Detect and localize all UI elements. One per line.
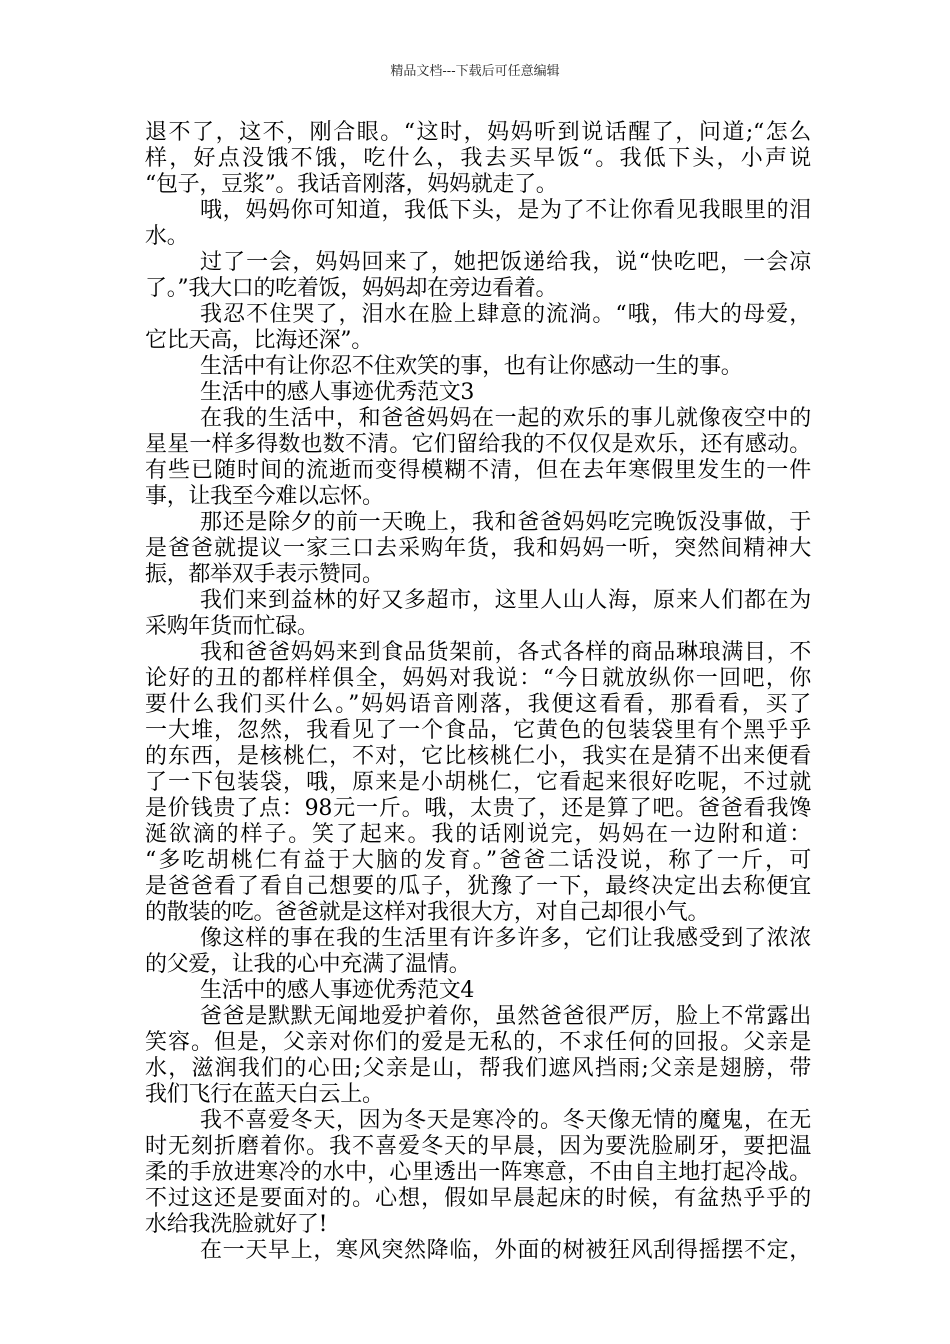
text-line: 我们来到益林的好又多超市，这里人山人海，原来人们都在为 [200,588,811,613]
text-line: 退不了，这不，刚合眼。“这时，妈妈听到说话醒了，问道;“怎么 [145,120,811,145]
text-line: 星星一样多得数也数不清。它们留给我的不仅仅是欢乐，还有感动。 [145,432,811,457]
page-header: 精品文档---下载后可任意编辑 [390,64,560,79]
text-line: 水给我洗脸就好了! [145,1212,328,1237]
text-line: 生活中有让你忍不住欢笑的事，也有让你感动一生的事。 [200,354,743,379]
text-line: 它比天高，比海还深”。 [145,328,373,353]
text-line: “包子，豆浆”。我话音刚落，妈妈就走了。 [145,172,558,197]
text-line: 的散装的吃。爸爸就是这样对我很大方，对自己却很小气。 [145,900,710,925]
text-line: 水，滋润我们的心田;父亲是山，帮我们遮风挡雨;父亲是翅膀，带 [145,1056,811,1081]
text-line: 是爸爸看了看自己想要的瓜子，犹豫了一下，最终决定出去称便宜 [145,874,811,899]
text-line: 振，都举双手表示赞同。 [145,562,384,587]
text-line: 是价钱贵了点：98元一斤。哦，太贵了，还是算了吧。爸爸看我馋 [145,796,811,821]
text-line: 爸爸是默默无闻地爱护着你，虽然爸爸很严厉，脸上不常露出 [200,1004,811,1029]
text-line: 时无刻折磨着你。我不喜爱冬天的早晨，因为要洗脸刷牙，要把温 [145,1134,811,1159]
text-line: 在一天早上，寒风突然降临，外面的树被狂风刮得摇摆不定， [200,1238,811,1263]
text-line: 我们飞行在蓝天白云上。 [145,1082,384,1107]
text-line: 样，好点没饿不饿，吃什么，我去买早饭“。我低下头，小声说 [145,146,811,171]
text-line: 了。”我大口的吃着饭，妈妈却在旁边看着。 [145,276,558,301]
text-line: 柔的手放进寒冷的水中，心里透出一阵寒意，不由自主地打起冷战。 [145,1160,811,1185]
text-line: 过了一会，妈妈回来了，她把饭递给我，说“快吃吧，一会凉 [200,250,811,275]
text-line: 一大堆，忽然，我看见了一个食品，它黄色的包装袋里有个黑乎乎 [145,718,811,743]
text-line: 像这样的事在我的生活里有许多许多，它们让我感受到了浓浓 [200,926,811,951]
text-line: 的东西，是核桃仁，不对，它比核桃仁小，我实在是猜不出来便看 [145,744,811,769]
document-body [145,120,811,1264]
text-line: 论好的丑的都样样俱全，妈妈对我说：“今日就放纵你一回吧，你 [145,666,811,691]
text-line: 是爸爸就提议一家三口去采购年货，我和妈妈一听，突然间精神大 [145,536,811,561]
text-line: 采购年货而忙碌。 [145,614,319,639]
text-line: 哦，妈妈你可知道，我低下头，是为了不让你看见我眼里的泪 [200,198,811,223]
text-line: “多吃胡桃仁有益于大脑的发育。”爸爸二话没说，称了一斤，可 [145,848,811,873]
text-line: 事，让我至今难以忘怀。 [145,484,384,509]
text-line: 我忍不住哭了，泪水在脸上肆意的流淌。“哦，伟大的母爱， [200,302,811,327]
text-line: 那还是除夕的前一天晚上，我和爸爸妈妈吃完晚饭没事做，于 [200,510,811,535]
text-line: 在我的生活中，和爸爸妈妈在一起的欢乐的事儿就像夜空中的 [200,406,811,431]
text-line: 生活中的感人事迹优秀范文4 [200,978,475,1003]
text-line: 的父爱，让我的心中充满了温情。 [145,952,471,977]
text-line: 笑容。但是，父亲对你们的爱是无私的，不求任何的回报。父亲是 [145,1030,811,1055]
text-line: 水。 [145,224,189,249]
text-line: 有些已随时间的流逝而变得模糊不清，但在去年寒假里发生的一件 [145,458,811,483]
text-line: 我和爸爸妈妈来到食品货架前，各式各样的商品琳琅满目，不 [200,640,811,665]
text-line: 要什么我们买什么。”妈妈语音刚落，我便这看看，那看看，买了 [145,692,811,717]
text-line: 涎欲滴的样子。笑了起来。我的话刚说完，妈妈在一边附和道： [145,822,811,847]
text-line: 了一下包装袋，哦，原来是小胡桃仁，它看起来很好吃呢，不过就 [145,770,811,795]
text-line: 不过这还是要面对的。心想，假如早晨起床的时候，有盆热乎乎的 [145,1186,811,1211]
text-line: 生活中的感人事迹优秀范文3 [200,380,475,405]
text-line: 我不喜爱冬天，因为冬天是寒冷的。冬天像无情的魔鬼，在无 [200,1108,811,1133]
